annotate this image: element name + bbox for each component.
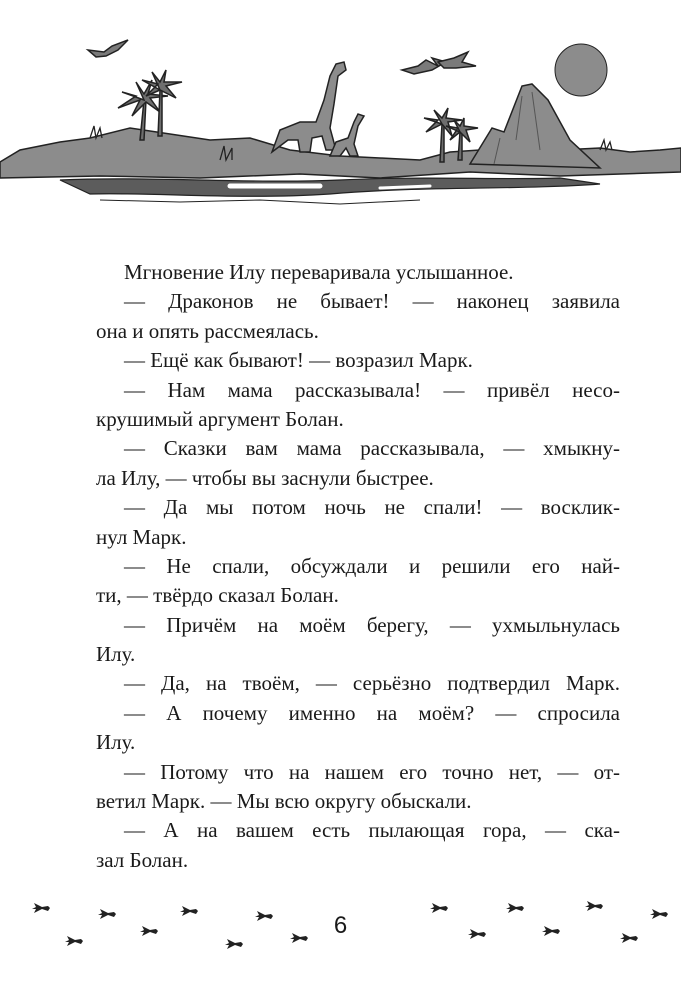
text-line: — А почему именно на моём? — спросила <box>124 700 620 725</box>
text-line: — Сказки вам мама рассказывала, — хмыкну- <box>124 436 620 461</box>
dinosaur-icon <box>330 114 364 156</box>
text-line: — Потому что на нашем его точно нет, — от- <box>124 759 620 784</box>
sun-icon <box>555 44 607 96</box>
text-line: зал Болан. <box>96 847 189 872</box>
text-line: ветил Марк. — Мы всю округу обыскали. <box>96 789 472 814</box>
text-line: — Причём на моём берегу, — ухмыльнулась <box>124 612 620 637</box>
text-line: нул Марк. <box>96 524 187 549</box>
volcano-icon <box>470 84 600 168</box>
text-line: — Не спали, обсуждали и решили его най- <box>124 553 620 578</box>
footprint-icon <box>225 939 243 949</box>
text-line: — А на вашем есть пылающая гора, — ска- <box>124 818 620 843</box>
text-line: Мгновение Илу переваривала услышанное. <box>124 260 514 284</box>
text-line: — Драконов не бывает! — наконец заявила <box>124 289 620 314</box>
pterodactyl-icon <box>402 58 446 74</box>
header-illustration <box>0 0 681 215</box>
footprint-icon <box>585 901 603 911</box>
pterodactyl-icon <box>438 52 476 68</box>
text-line: она и опять рассмеялась. <box>96 318 319 343</box>
pterodactyl-icon <box>88 40 128 57</box>
text-line: крушимый аргумент Болан. <box>96 406 344 431</box>
text-line: Илу. <box>96 730 136 755</box>
text-line: Илу. <box>96 642 136 667</box>
text-line: — Ещё как бывают! — возразил Марк. <box>124 348 473 373</box>
dinosaur-icon <box>272 62 346 152</box>
text-line: — Нам мама рассказывала! — привёл несо- <box>124 377 620 402</box>
text-line: — Да, на твоём, — серьёзно подтвердил Марк. <box>124 671 620 696</box>
page-number: 6 <box>333 912 348 939</box>
text-line: ла Илу, — чтобы вы заснули быстрее. <box>96 465 434 490</box>
story-text <box>96 258 620 875</box>
text-line: — Да мы потом ночь не спали! — восклик- <box>124 495 620 520</box>
text-line: ти, — твёрдо сказал Болан. <box>96 583 339 608</box>
water <box>60 178 600 196</box>
